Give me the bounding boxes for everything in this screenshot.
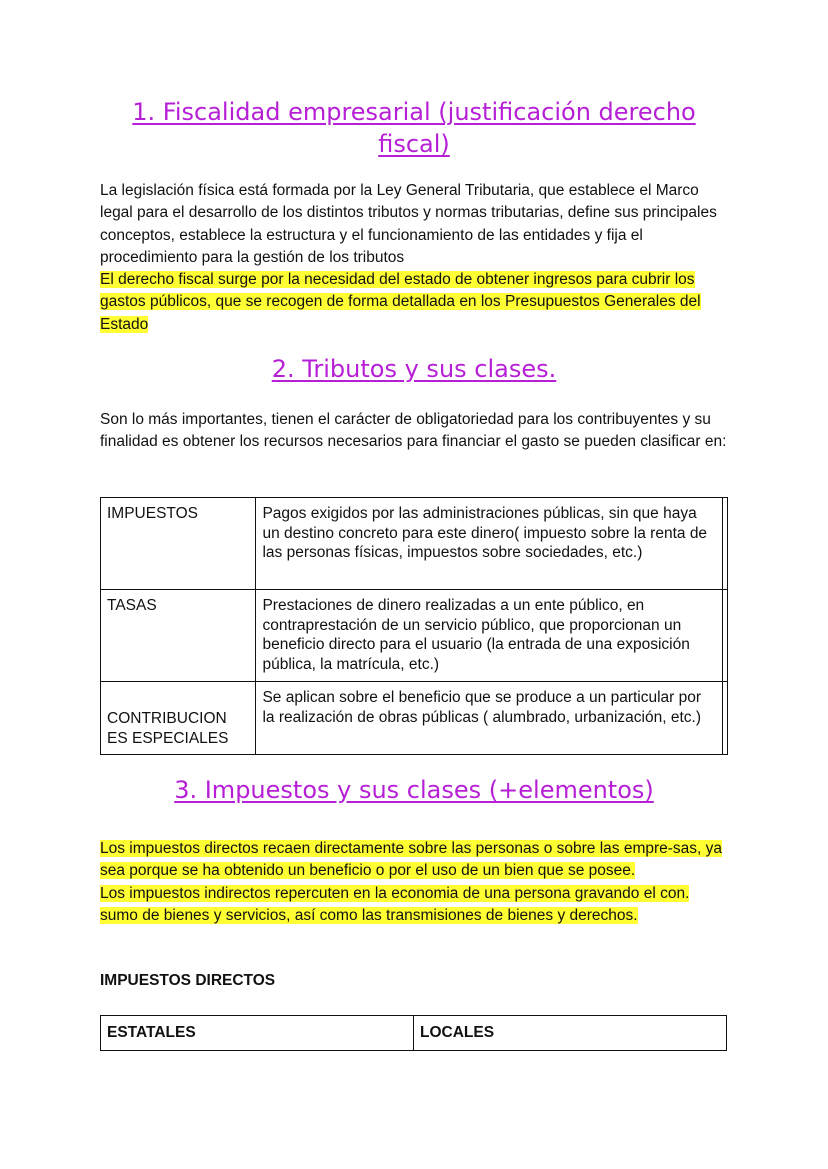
tributo-description: Prestaciones de dinero realizadas a un ente público, en contraprestación de un servicio público, que proporcionan un beneficio directo para el usuario (la entrada de una exposición pública, la matrícula, etc.) bbox=[256, 590, 722, 682]
section-2-paragraph: Son lo más importantes, tienen el carácter de obligatoriedad para los contribuyentes y su finalidad es obtener los recursos necesarios para financiar el gasto se pueden clasificar en: bbox=[100, 411, 727, 451]
tributos-table bbox=[100, 497, 728, 755]
section-3-title: 3. Impuestos y sus clases (+elementos) bbox=[174, 776, 654, 804]
impuestos-directos-heading: IMPUESTOS DIRECTOS bbox=[100, 972, 276, 989]
tributo-description: Pagos exigidos por las administraciones públicas, sin que haya un destino concreto para este dinero( impuesto sobre la renta de las personas físicas, impuestos sobre sociedades, etc.) bbox=[256, 498, 722, 590]
table-row bbox=[101, 590, 728, 682]
empty-cell bbox=[722, 682, 727, 755]
impuestos-directos-table bbox=[100, 1015, 727, 1051]
tributo-name: IMPUESTOS bbox=[101, 498, 256, 590]
tributo-name: CONTRIBUCION ES ESPECIALES bbox=[101, 682, 256, 755]
table-header-row bbox=[101, 1016, 727, 1051]
section-3-highlight-indirectos: Los impuestos indirectos repercuten en la economia de una persona gravando el con. sumo de bienes y servicios, así como las transmisiones de bienes y derechos. bbox=[100, 884, 690, 924]
section-3-body bbox=[100, 838, 728, 927]
tributo-name: TASAS bbox=[101, 590, 256, 682]
header-locales: LOCALES bbox=[414, 1016, 727, 1051]
section-1-body bbox=[100, 180, 728, 336]
empty-cell bbox=[722, 590, 727, 682]
empty-cell bbox=[722, 498, 727, 590]
section-2-title: 2. Tributos y sus clases. bbox=[271, 355, 557, 383]
section-3-highlight-directos: Los impuestos directos recaen directamente sobre las personas o sobre las empre-sas, ya sea porque se ha obtenido un beneficio o por el uso de un bien que se posee. bbox=[100, 840, 723, 880]
table-row bbox=[101, 682, 728, 755]
tributo-description: Se aplican sobre el beneficio que se produce a un particular por la realización de obras públicas ( alumbrado, urbanización, etc.) bbox=[256, 682, 722, 755]
section-1-title: 1. Fiscalidad empresarial (justificación derecho fiscal) bbox=[132, 98, 696, 158]
section-1-highlight: El derecho fiscal surge por la necesidad del estado de obtener ingresos para cubrir los gastos públicos, que se recogen de forma detallada en los Presupuestos Generales del Estado bbox=[100, 271, 701, 333]
table-row bbox=[101, 498, 728, 590]
section-1-paragraph: La legislación física está formada por la Ley General Tributaria, que establece el Marco legal para el desarrollo de los distintos tributos y normas tributarias, define sus principales conceptos, establece la estructura y el funcionamiento de las entidades y fija el procedimiento para la gestión de los tributos bbox=[100, 182, 717, 266]
header-estatales: ESTATALES bbox=[101, 1016, 414, 1051]
